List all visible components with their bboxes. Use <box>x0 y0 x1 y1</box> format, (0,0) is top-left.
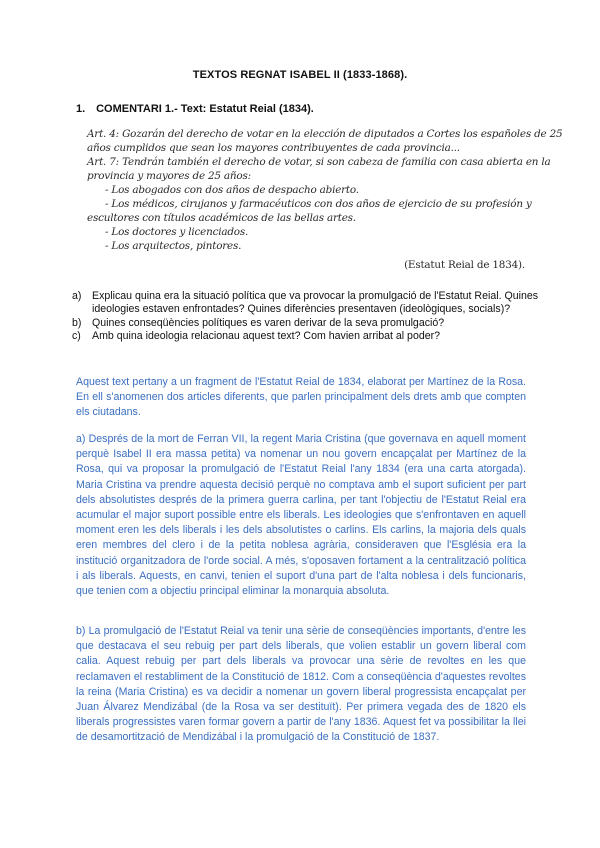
quote-list-item: - Los abogados con dos años de despacho abierto. <box>105 184 359 196</box>
quote-line: Art. 7: Tendrán también el derecho de votar, si son cabeza de familia con casa abierta en la <box>87 156 551 168</box>
quote-list-item: - Los médicos, cirujanos y farmacéuticos con dos años de ejercicio de su profesión y <box>105 198 532 210</box>
quoted-text <box>87 127 563 272</box>
page-title: TEXTOS REGNAT ISABEL II (1833-1868). <box>192 69 408 81</box>
quote-source: (Estatut Reial de 1834). <box>404 259 525 271</box>
question-label: a) <box>72 290 82 302</box>
question-text: Quines conseqüències polítiques es varen derivar de la seva promulgació? <box>92 316 445 329</box>
question-item <box>72 330 542 343</box>
question-list <box>72 290 542 343</box>
quote-list-item: - Los arquitectos, pintores. <box>105 240 242 252</box>
section-heading <box>76 103 314 115</box>
answer-b-paragraph: b) La promulgació de l'Estatut Reial va tenir una sèrie de conseqüències importants, d'entre les que destacava el seu rebuig per part dels liberals, que volien establir un govern liberal com calia. Aquest rebuig per part dels liberals va provocar una sèrie de revoltes en les que reclamaven el restabliment de la Constitució de 1812. Com a conseqüència d'aquestes revoltes la reina (Maria Cristina) es va decidir a nomenar un govern liberal progressista encapçalat per Juan Álvarez Mendizábal (de la Rosa va ser destituït). Per primera vegada des de 1820 els liberals progressistes varen formar govern a partir de l'any 1836. Aquest fet va possibilitar la llei de desamortització de Mendizábal i la promulgació de la Constitució de 1837. <box>76 625 526 744</box>
quote-list-item: - Los doctores y licenciados. <box>105 226 249 238</box>
quote-list-item: escultores con títulos académicos de las bellas artes. <box>87 212 356 224</box>
question-label: b) <box>72 316 82 329</box>
answer-intro-paragraph: Aquest text pertany a un fragment de l'Estatut Reial de 1834, elaborat per Martínez de la Rosa. En ell s'anomenen dos articles diferents, que parlen principalment dels drets amb que compten els ciutadans. <box>76 376 526 419</box>
quote-line: provincia y mayores de 25 años: <box>87 170 251 182</box>
question-item <box>72 317 542 330</box>
question-item <box>72 290 542 317</box>
section-label: COMENTARI 1.- Text: Estatut Reial (1834). <box>96 103 314 115</box>
question-text: Explicau quina era la situació política que va provocar la promulgació de l'Estatut Reial. Quines ideologies estaven enfrontades? Quines diferències presentaven (ideològiques, socials)? <box>92 290 539 316</box>
question-label: c) <box>72 329 81 342</box>
section-number: 1. <box>76 103 86 115</box>
answer-a-paragraph: a) Després de la mort de Ferran VII, la regent Maria Cristina (que governava en aquell moment perquè Isabel II era massa petita) va nomenar un nou govern encapçalat per Martínez de la Rosa, qui va proposar la promulgació de l'Estatut Reial l'any 1834 (era una carta atorgada). Maria Cristina va prendre aquesta decisió perquè no comptava amb el suport suficient per part dels absolutistes després de la primera guerra carlina, per tant l'objectiu de l'Estatut Reial era acumular el major suport possible entre els liberals. Les ideologies que s'enfrontaven en aquell moment eren les dels liberals i les dels absolutistes o carlins. Els carlins, la majoria dels quals eren membres del clero i de la petita noblesa agrària, consideraven que l'Església era la institució organitzadora de l'orde social. A més, s'oposaven fortament a la centralització política i als liberals. Aquests, en canvi, tenien el suport d'una part de l'alta noblesa i dels funcionaris, que tenien com a objectiu principal eliminar la monarquia absoluta. <box>76 433 526 598</box>
quote-line: Art. 4: Gozarán del derecho de votar en la elección de diputados a Cortes los españoles de 25 <box>87 128 563 140</box>
quote-line: años cumplidos que sean los mayores contribuyentes de cada provincia... <box>87 142 460 154</box>
question-text: Amb quina ideologia relacionau aquest text? Com havien arribat al poder? <box>92 329 441 342</box>
